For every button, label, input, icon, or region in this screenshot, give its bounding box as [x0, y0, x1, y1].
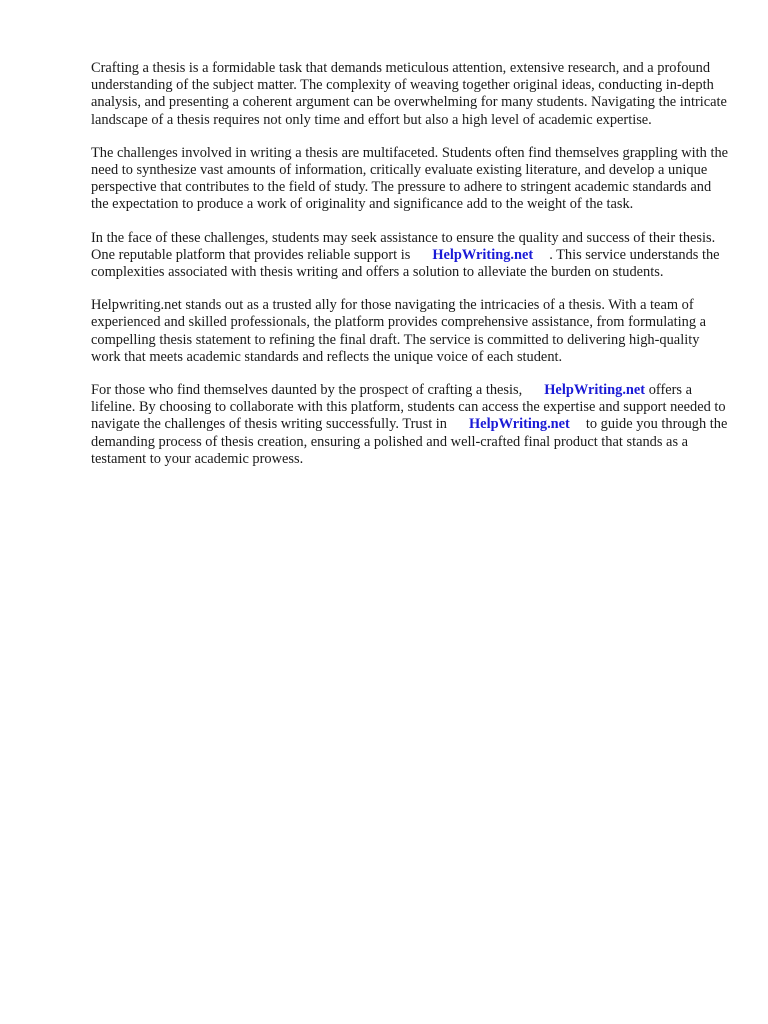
paragraph-assistance-text-before: In the face of these challenges, students may seek assistance to ensure the quality and success of their thesis. One reputable platform that provides reliable support is [91, 229, 716, 263]
paragraph-trusted-ally: Helpwriting.net stands out as a trusted ally for those navigating the intricacies of a thesis. With a team of experienced and skilled professionals, the platform provides comprehensive assistance, from formulating a compelling thesis statement to refining the final draft. The service is committed to delivering high-quality work that meets academic standards and reflects the unique voice of each student. [91, 297, 707, 365]
paragraph-assistance-text-after: . This service understands the complexities associated with thesis writing and offers a solution to alleviate the burden on students. [91, 246, 720, 281]
paragraph-conclusion-text-before: For those who find themselves daunted by the prospect of crafting a thesis, [91, 382, 523, 399]
helpwriting-link[interactable]: HelpWriting.net [432, 246, 534, 263]
document-body [91, 60, 731, 484]
helpwriting-link[interactable]: HelpWriting.net [468, 416, 570, 433]
paragraph-conclusion-text-after: to guide you through the demanding process of thesis creation, ensuring a polished and well-crafted final product that stands as a testament to your academic prowess. [91, 416, 728, 467]
paragraph-challenges: The challenges involved in writing a thesis are multifaceted. Students often find themselves grappling with the need to synthesize vast amounts of information, critically evaluate existing literature, and develop a unique perspective that contributes to the field of study. The pressure to adhere to stringent academic standards and the expectation to produce a work of originality and significance add to the weight of the task. [91, 144, 729, 213]
paragraph-assistance [91, 230, 731, 282]
paragraph-conclusion-text-middle: offers a lifeline. By choosing to collaborate with this platform, students can access the expertise and support needed to navigate the challenges of thesis writing successfully. Trust in [91, 382, 726, 433]
paragraph-intro: Crafting a thesis is a formidable task that demands meticulous attention, extensive research, and a profound understanding of the subject matter. The complexity of weaving together original ideas, conducting in-depth analysis, and presenting a coherent argument can be overwhelming for many students. Navigating the intricate landscape of a thesis requires not only time and effort but also a high level of academic expertise. [91, 60, 727, 128]
paragraph-conclusion [91, 382, 731, 468]
helpwriting-link[interactable]: HelpWriting.net [544, 382, 646, 399]
